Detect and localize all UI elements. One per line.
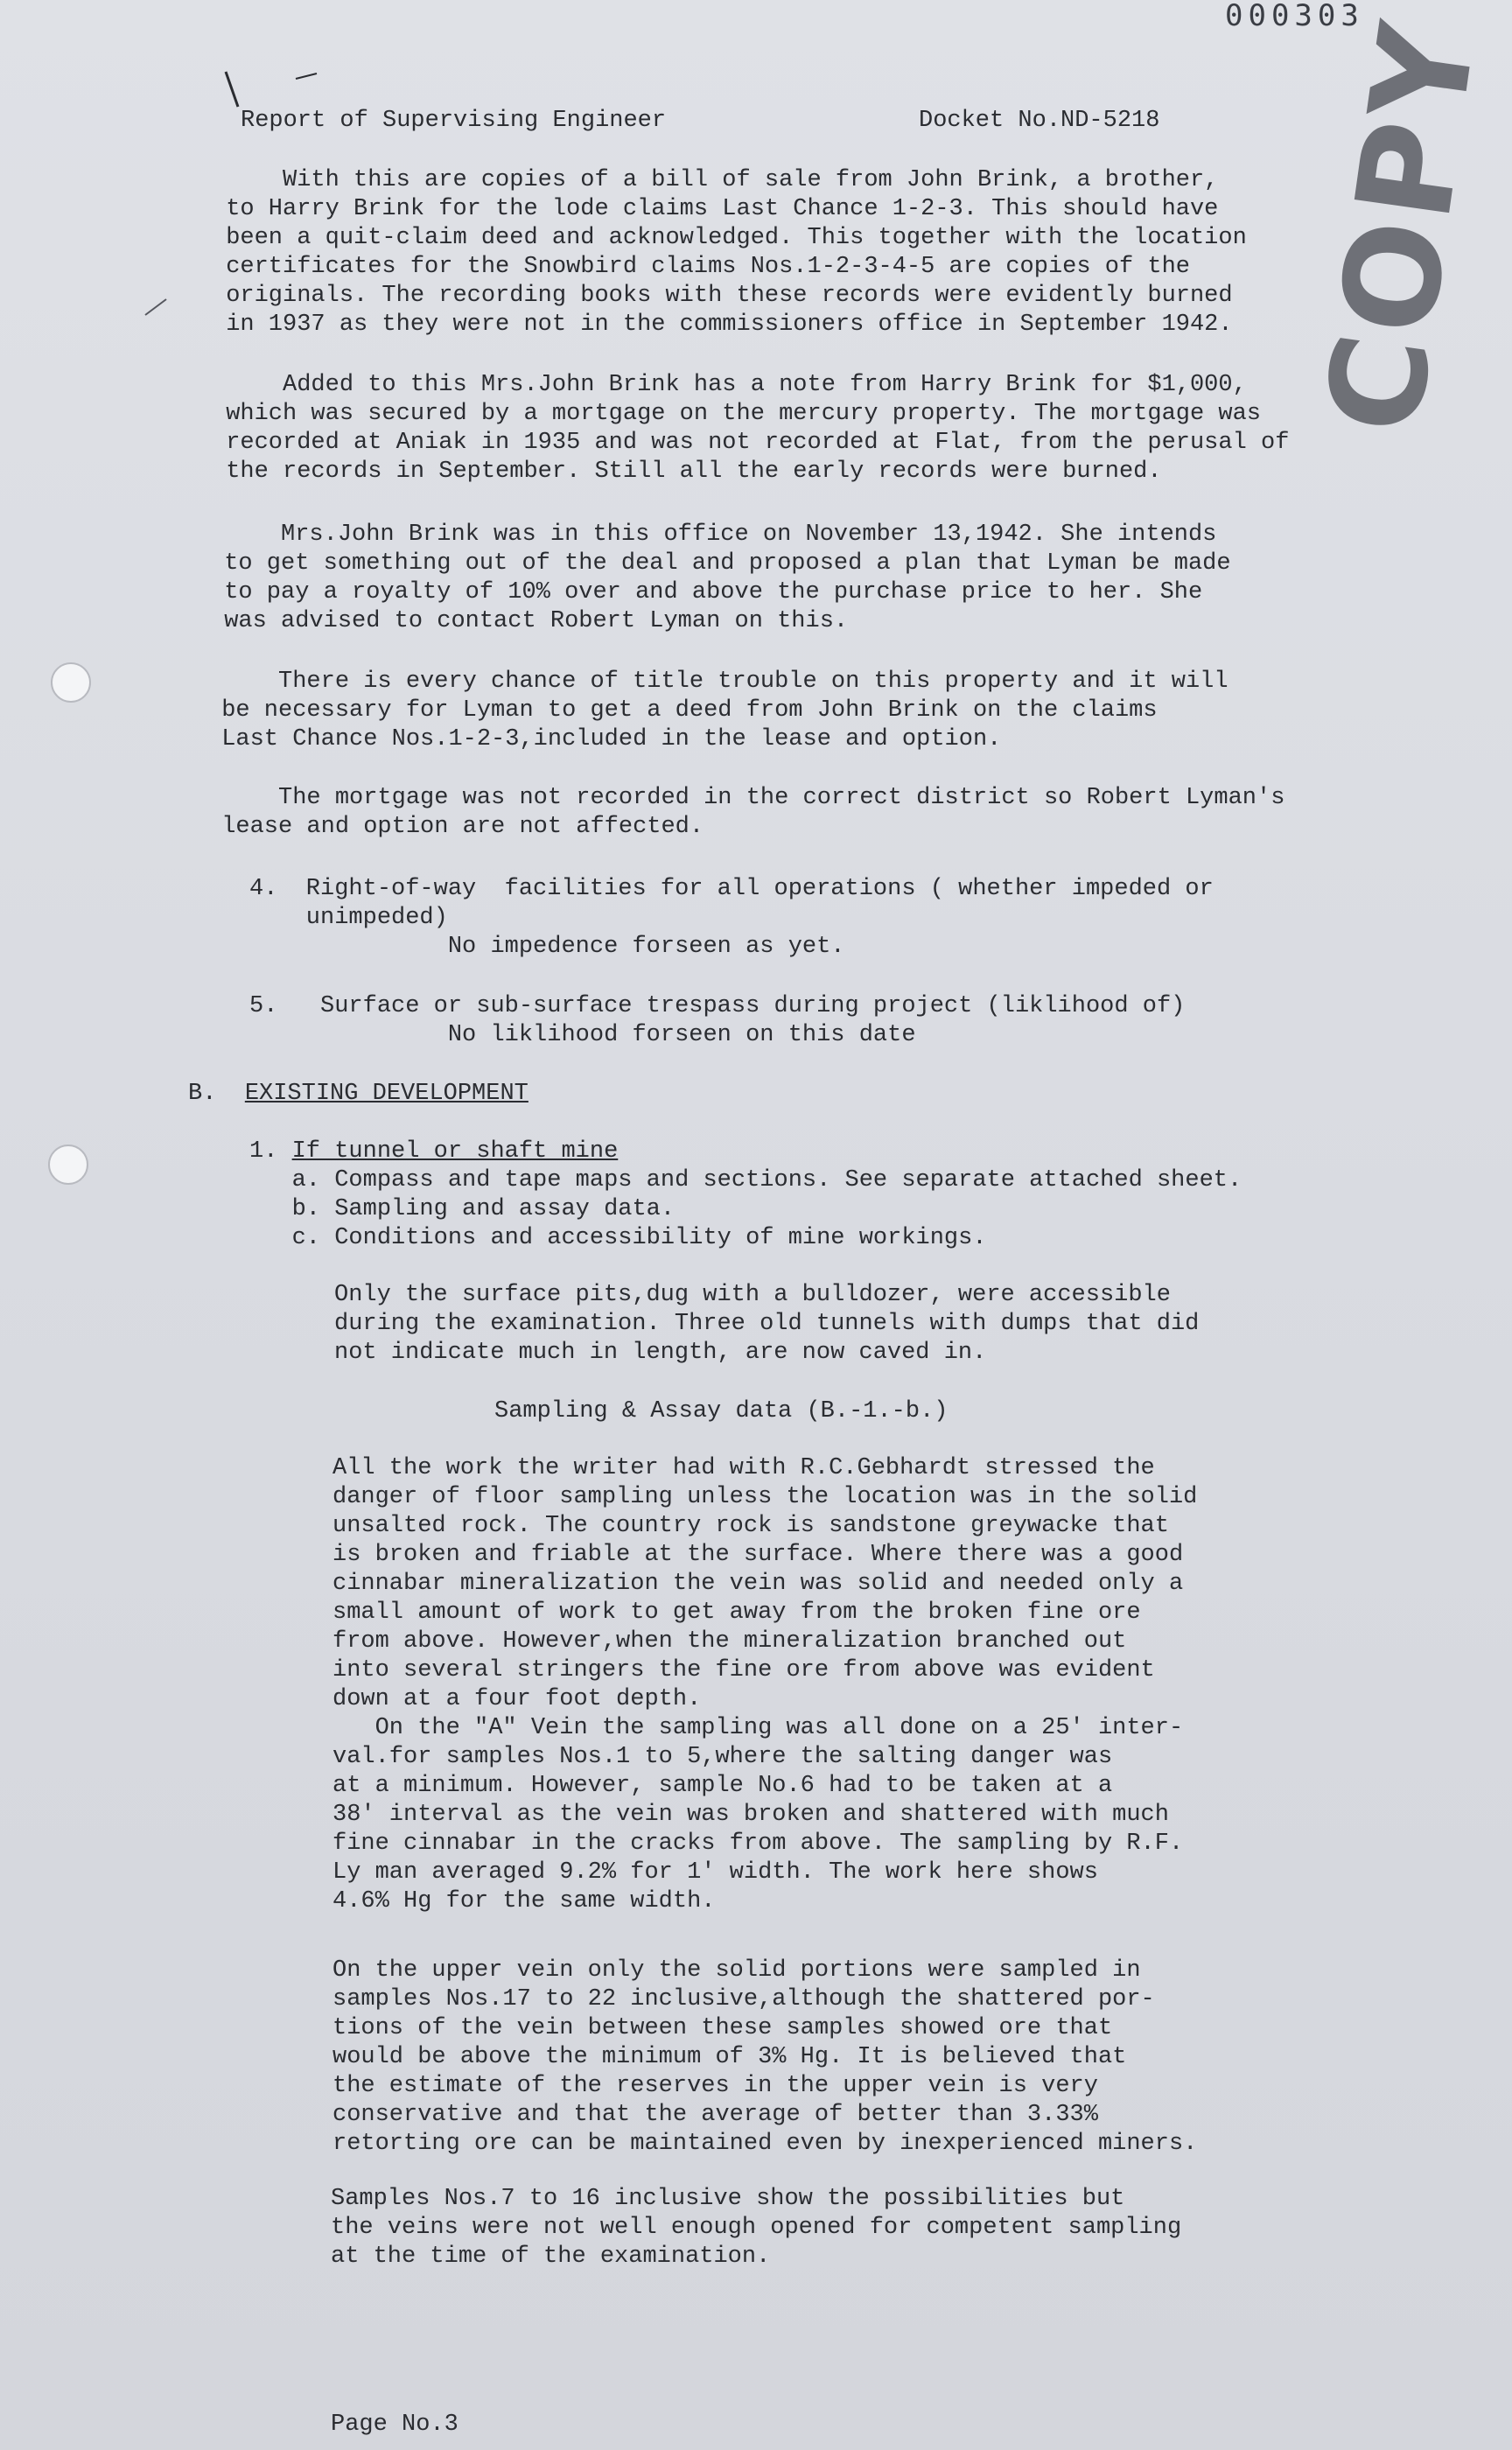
section-b-letter: B. (188, 1081, 217, 1107)
paragraph-mortgage: Added to this Mrs.John Brink has a note from Harry Brink for $1,000, which was secured by a mortgage on the mercury property. The mortgage was recorded at Aniak in 1935 and was not recorded at Flat, from the perusal of the records in September. Still all the early records were burned. (226, 372, 1290, 485)
subsection-title: If tunnel or shaft mine (291, 1138, 619, 1165)
paragraph-upper-vein: On the upper vein only the solid portions were sampled in samples Nos.17 to 22 inclusive,although the shattered por- tions of the vein between these samples showed ore that would be above the minimum of 3% Hg. It is believed that the estimate of the reserves in the upper vein is very conservative and that the average of better than 3.33% retorting ore can be maintained even by inexperienced miners. (332, 1957, 1198, 2157)
punch-hole-bottom (48, 1144, 88, 1185)
section-b-title: EXISTING DEVELOPMENT (244, 1081, 528, 1107)
punch-hole-top (51, 662, 91, 703)
sampling-title: Sampling & Assay data (B.-1.-b.) (494, 1398, 948, 1424)
report-title: Report of Supervising Engineer (241, 108, 667, 134)
subsection-tunnel-shaft (249, 1138, 1242, 1253)
page-stamp-number: 000303 (1225, 0, 1364, 33)
paragraph-samples-7-16: Samples Nos.7 to 16 inclusive show the possibilities but the veins were not well enough opened for competent sampling at the time of the examination. (331, 2186, 1182, 2270)
copy-stamp (1286, 11, 1507, 455)
subsection-list: a. Compass and tape maps and sections. See separate attached sheet. b. Sampling and assay data. c. Conditions and accessibility of mine workings. (291, 1167, 1242, 1251)
paragraph-sampling: All the work the writer had with R.C.Gebhardt stressed the danger of floor sampling unless the location was in the solid unsalted rock. The country rock is sandstone greywacke that is broken and friable at the surface. Where there was a good cinnabar mineralization the vein was solid and needed only a small amount of work to get away from the broken fine ore from above. However,when the mineralization branched out into several stringers the fine ore from above was evident down at a four foot depth. On the "A" Vein the sampling was all done on a 25' inter- val.for samples Nos.1 to 5,where the salting danger was at a minimum. However, sample No.6 had to be taken at a 38' interval as the vein was broken and shattered with much fine cinnabar in the cracks from above. The sampling by R.F. Ly man averaged 9.2% for 1' width. The work here shows 4.6% Hg for the same width. (332, 1455, 1198, 1914)
section-b-heading (188, 1080, 528, 1109)
page-number: Page No.3 (331, 2412, 458, 2438)
copy-stamp-text: COPY (1298, 11, 1507, 443)
paragraph-lease-option: The mortgage was not recorded in the correct district so Robert Lyman's lease and option are not affected. (221, 785, 1285, 840)
subsection-number: 1. (249, 1138, 278, 1165)
pen-mark-left (140, 294, 175, 320)
item-trespass: 5. Surface or sub-surface trespass during project (liklihood of) No liklihood forseen on this date (249, 993, 1186, 1048)
paragraph-surface-pits: Only the surface pits,dug with a bulldozer, were accessible during the examination. Three old tunnels with dumps that did not indicate much in length, are now caved in. (334, 1282, 1200, 1366)
item-right-of-way: 4. Right-of-way facilities for all operations ( whether impeded or unimpeded) No impedence forseen as yet. (249, 876, 1214, 960)
paragraph-bill-of-sale: With this are copies of a bill of sale from John Brink, a brother, to Harry Brink for the lode claims Last Chance 1-2-3. This should have been a quit-claim deed and acknowledged. This together with the location certificates for the Snowbird claims Nos.1-2-3-4-5 are copies of the originals. The recording books with these records were evidently burned in 1937 as they were not in the commissioners office in September 1942. (226, 167, 1247, 338)
paragraph-royalty: Mrs.John Brink was in this office on November 13,1942. She intends to get something out of the deal and proposed a plan that Lyman be made to pay a royalty of 10% over and above the purchase price to her. She was advised to contact Robert Lyman on this. (224, 522, 1231, 634)
paragraph-title-trouble: There is every chance of title trouble on this property and it will be necessary for Lyman to get a deed from John Brink on the claims Last Chance Nos.1-2-3,included in the lease and option. (221, 668, 1228, 752)
docket-number: Docket No.ND-5218 (919, 108, 1160, 134)
